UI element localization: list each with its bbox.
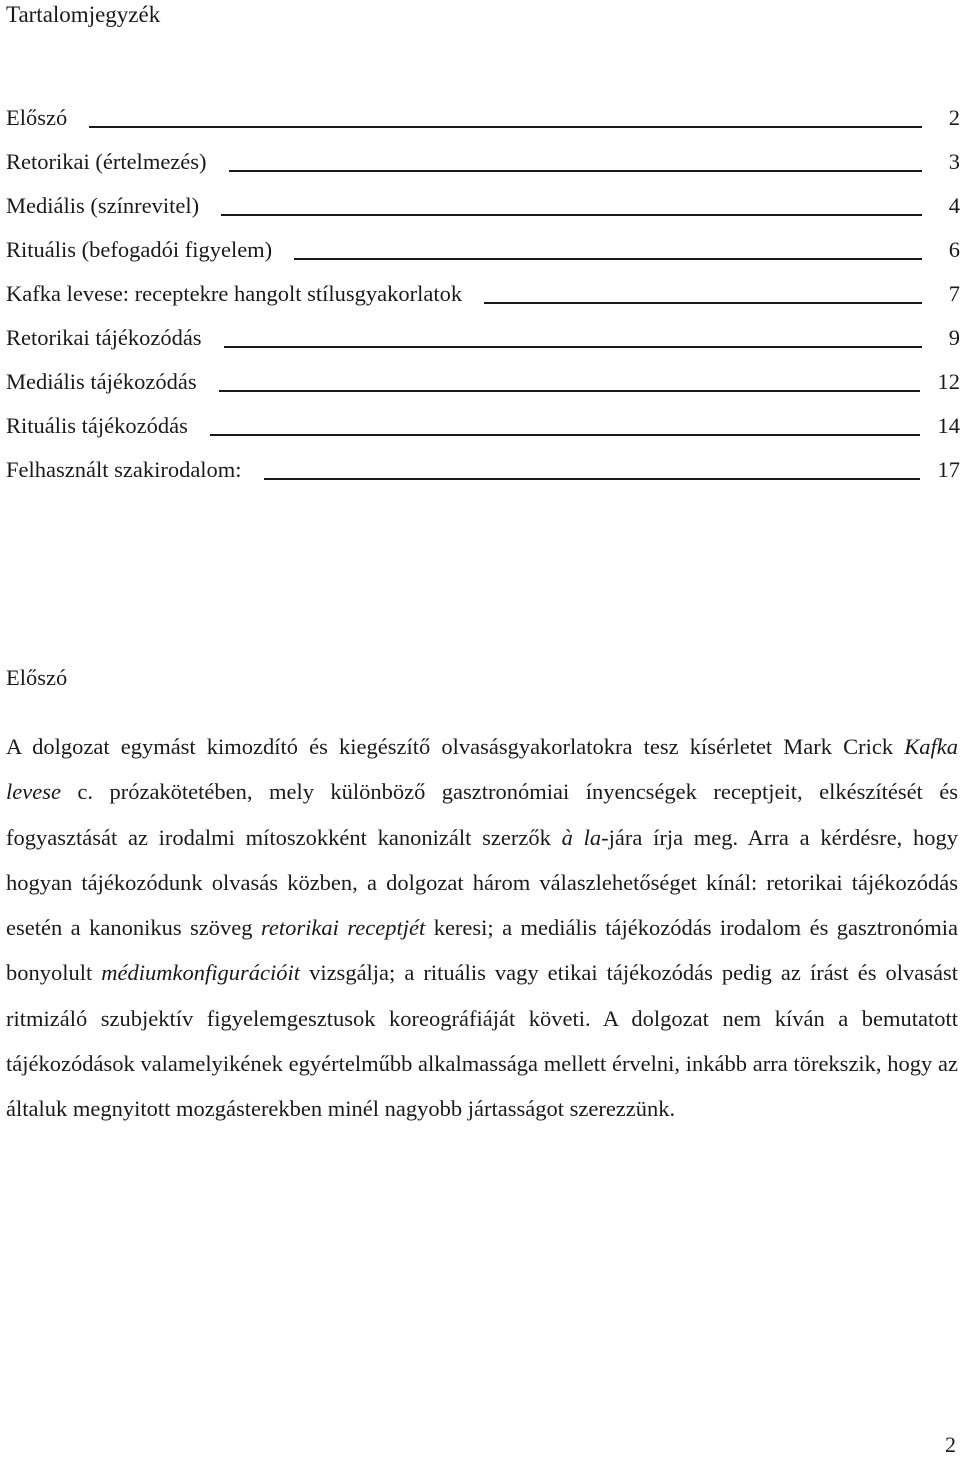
preface-text: A dolgozat egymást kimozdító és kiegészítő olvasásgyakorlatokra tesz kísérletet Mark Crick	[6, 734, 905, 759]
toc-entry-page: 9	[948, 325, 960, 350]
toc-entry-page: 17	[937, 457, 960, 482]
toc-entry-label: Rituális (befogadói figyelem)	[6, 237, 273, 262]
preface-text: vizsgálja; a rituális vagy etikai tájékozódás pedig az írást és olvasást ritmizáló szubjektív figyelemgesztusok koreográfiáját követi. A dolgozat nem kíván a bemutatott tájékozódások valamelyikének egyértelműbb alkalmassága mellett érvelni, inkább arra törekszik, hogy az általuk megnyitott mozgásterekben minél nagyobb jártasságot szerezzünk.	[6, 960, 958, 1122]
toc-leader-line	[224, 346, 922, 348]
toc-entry[interactable]	[6, 408, 960, 452]
toc-entry-label: Retorikai tájékozódás	[6, 325, 202, 350]
preface-italic-text: retorikai receptjét	[261, 915, 426, 941]
toc-leader-line	[210, 434, 920, 436]
toc-entry-page: 3	[948, 149, 960, 174]
preface-text: -jára írja meg. Arra a kérdésre, hogy hogyan tájékozódunk olvasás közben, a dolgozat három válaszlehetőséget kínál: retorikai tájékozódás esetén a kanonikus szöveg	[6, 824, 958, 941]
toc-entry-label: Rituális tájékozódás	[6, 413, 188, 438]
preface-heading: Előszó	[6, 665, 68, 690]
toc-leader-line	[219, 390, 920, 392]
page-number: 2	[945, 1432, 956, 1457]
toc-entry[interactable]	[6, 188, 960, 232]
toc-entry-page: 4	[948, 193, 960, 218]
toc-entry[interactable]	[6, 452, 960, 496]
toc-entry-page: 14	[937, 413, 960, 438]
toc-entry[interactable]	[6, 232, 960, 276]
preface-text: keresi; a mediális tájékozódás irodalom és gasztronómia bonyolult	[6, 915, 958, 986]
toc-entry-page: 6	[948, 237, 960, 262]
toc-entry-page: 2	[948, 105, 960, 130]
toc-leader-line	[221, 214, 922, 216]
toc-title: Tartalomjegyzék	[6, 2, 161, 27]
toc-entry-page: 12	[937, 369, 960, 394]
preface-italic-text: à la	[561, 824, 602, 850]
toc-entry-label: Mediális tájékozódás	[6, 369, 197, 394]
preface-italic-text: Kafka levese	[6, 734, 958, 805]
toc-leader-line	[484, 302, 922, 304]
toc-entry[interactable]	[6, 100, 960, 144]
preface-italic-text: médiumkonfigurációit	[101, 960, 301, 986]
toc-entry-page: 7	[948, 281, 960, 306]
toc-entry[interactable]	[6, 364, 960, 408]
preface-text: c. prózakötetében, mely különböző gasztronómiai ínyencségek receptjeit, elkészítését és fogyasztását az irodalmi mítoszokként kanonizált szerzők	[6, 779, 958, 850]
toc-leader-line	[264, 478, 920, 480]
toc-leader-line	[89, 126, 922, 128]
toc-entry-label: Retorikai (értelmezés)	[6, 149, 207, 174]
toc-entry[interactable]	[6, 320, 960, 364]
toc-entry-label: Előszó	[6, 105, 68, 130]
toc-entry[interactable]	[6, 276, 960, 320]
toc-leader-line	[229, 170, 922, 172]
toc-entry-label: Kafka levese: receptekre hangolt stílusgyakorlatok	[6, 281, 463, 306]
toc-entry-label: Felhasznált szakirodalom:	[6, 457, 242, 482]
preface-paragraph	[6, 724, 958, 1132]
toc-leader-line	[294, 258, 922, 260]
toc-entry-label: Mediális (színrevitel)	[6, 193, 200, 218]
table-of-contents	[6, 100, 960, 496]
toc-entry[interactable]	[6, 144, 960, 188]
